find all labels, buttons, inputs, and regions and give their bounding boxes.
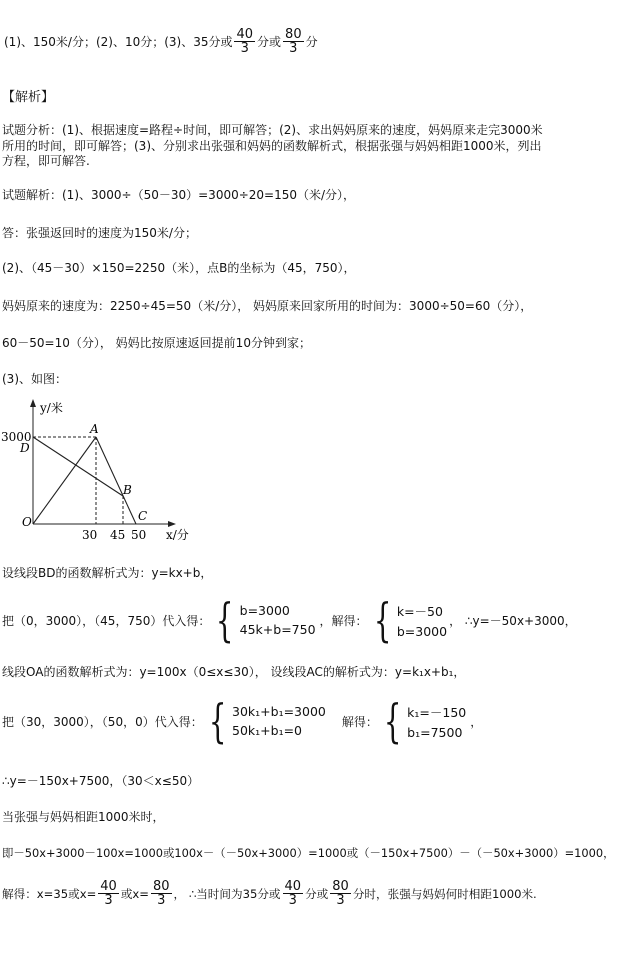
solution-para-5: 60－50=10（分）， 妈妈比按原速返回提前10分钟到家； <box>2 336 311 350</box>
answer-fraction-1: $\frac{40}{3}$ <box>236 27 254 56</box>
equation-system-2: { k=－50 b=3000 <box>373 593 448 647</box>
answer-fraction-2: $\frac{80}{3}$ <box>285 27 302 56</box>
fraction-40-3-b: $\frac{40}{3}$ <box>284 879 302 908</box>
origin-label: O <box>22 515 32 529</box>
point-D-label: D <box>20 441 30 455</box>
solution-para-1: 试题解析：(1)、3000÷（50－30）=3000÷20=150（米/分）， <box>2 188 356 202</box>
fraction-40-3-a: $\frac{40}{3}$ <box>100 879 117 908</box>
solution-para-8: 把（0，3000），（45，750）代入得： { b=3000 45k+b=750 ，解得： { k=－50 b=3000 ， ∴y=－50x+3000， <box>2 593 577 647</box>
solution-para-13: 即－50x+3000－100x=1000或100x－（－50x+3000）=1000或（－150x+7500）－（－50x+3000）=1000， <box>2 846 615 860</box>
equation-system-4: { k₁=－150 b₁=7500 <box>383 694 467 748</box>
point-B-label: B <box>123 483 132 497</box>
analysis-line-1: 试题分析：(1)、根据速度=路程÷时间，即可解答；(2)、求出妈妈原来的速度，妈妈原来走完3000米 <box>2 123 543 137</box>
solution-para-14: 解得：x=35或x= $\frac{40}{3}$ 或x= $\frac{80}{3}$ ， ∴当时间为35分或 $\frac{40}{3}$ 分或 $\frac{80}{3}$ 分时，张强与妈妈何时相距1000米. <box>2 879 537 908</box>
solution-para-11: ∴y=－150x+7500，（30＜x≤50） <box>2 774 200 788</box>
x-axis-arrow <box>168 521 176 527</box>
solution-para-9: 线段OA的函数解析式为：y=100x（0≤x≤30）， 设线段AC的解析式为：y=k₁x+b₁， <box>2 665 466 679</box>
solution-para-7: 设线段BD的函数解析式为：y=kx+b， <box>2 566 213 580</box>
solution-para-3: (2)、（45－30）×150=2250（米），点B的坐标为（45，750）， <box>2 261 356 275</box>
equation-system-1: { b=3000 45k+b=750 <box>216 593 316 647</box>
answer-line <box>4 28 318 55</box>
segment-OA <box>33 437 96 524</box>
answer-prefix: (1)、150米/分；(2)、10分；(3)、35分或 <box>4 35 233 49</box>
point-A-label: A <box>90 422 99 436</box>
y-axis-arrow <box>30 399 36 407</box>
answer-mid: 分或 <box>257 35 282 49</box>
y-axis-label: y/米 <box>40 401 63 415</box>
x-tick-30: 30 <box>82 528 98 542</box>
point-C-label: C <box>138 509 148 523</box>
section-heading: 【解析】 <box>2 90 55 105</box>
fraction-80-3-b: $\frac{80}{3}$ <box>332 879 349 908</box>
answer-suffix: 分 <box>305 35 318 49</box>
solution-para-6: (3)、如图： <box>2 372 67 386</box>
solution-para-12: 当张强与妈妈相距1000米时， <box>2 810 165 824</box>
equation-system-3: { 30k₁+b₁=3000 50k₁+b₁=0 <box>208 694 326 748</box>
line-graph-figure <box>0 396 200 546</box>
analysis-line-3: 方程，即可解答. <box>2 154 90 168</box>
analysis-line-2: 所用的时间，即可解答；(3)、分别求出张强和妈妈的函数解析式，根据张强与妈妈相距1000米，列出 <box>2 139 542 153</box>
fraction-80-3-a: $\frac{80}{3}$ <box>153 879 170 908</box>
x-tick-50: 50 <box>131 528 147 542</box>
solution-para-4: 妈妈原来的速度为：2250÷45=50（米/分）， 妈妈原来回家所用的时间为：3000÷50=60（分）， <box>2 299 533 313</box>
x-tick-45: 45 <box>110 528 126 542</box>
segment-AC <box>96 437 136 524</box>
y-tick-3000: 3000 <box>1 430 32 444</box>
solution-para-2: 答：张强返回时的速度为150米/分； <box>2 226 197 240</box>
x-axis-label: x/分 <box>166 528 189 542</box>
solution-para-10: 把（30，3000），（50，0）代入得： { 30k₁+b₁=3000 50k₁+b₁=0 解得： { k₁=－150 b₁=7500 ， <box>2 694 483 748</box>
